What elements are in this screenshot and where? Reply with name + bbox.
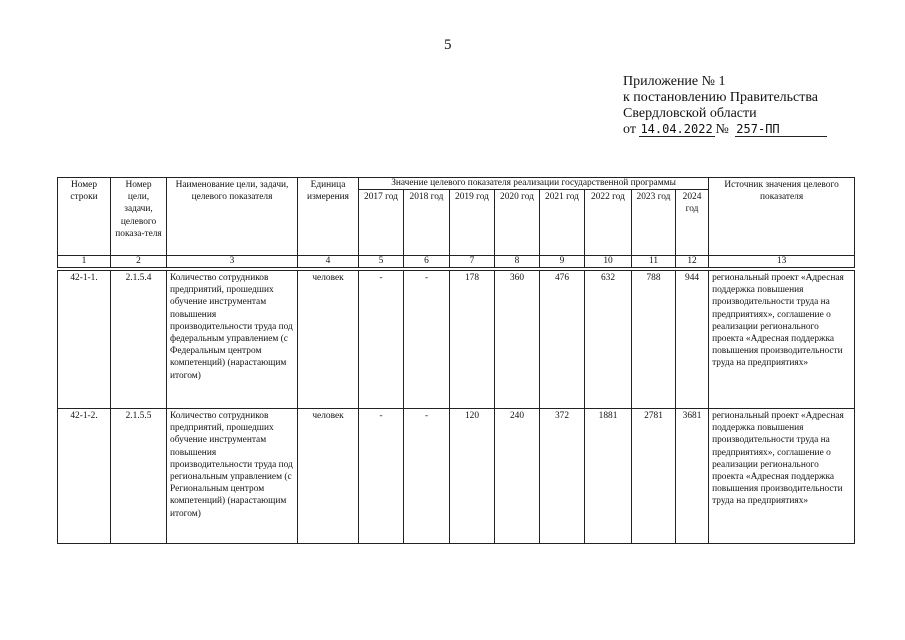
resolution-date: 14.04.2022 bbox=[639, 123, 715, 137]
column-number-row bbox=[58, 256, 855, 268]
header-year: 2020 год bbox=[495, 190, 540, 256]
header-row-no: Номер строки bbox=[58, 178, 111, 256]
source-cell: региональный проект «Адресная поддержка повышения производительности труда на предприятиях», соглашение о реализации регионального проекта «Адресная поддержка повышения производительности труда на предприятиях» bbox=[709, 271, 855, 409]
table-row bbox=[58, 409, 855, 544]
column-number: 7 bbox=[450, 256, 495, 268]
column-number: 8 bbox=[495, 256, 540, 268]
appendix-date-line bbox=[623, 122, 827, 138]
page-number: 5 bbox=[444, 37, 452, 53]
resolution-number: 257-ПП bbox=[735, 123, 827, 137]
column-number: 10 bbox=[585, 256, 632, 268]
appendix-region: Свердловской области bbox=[623, 106, 757, 121]
value-cell: 240 bbox=[495, 409, 540, 544]
header-year: 2019 год bbox=[450, 190, 495, 256]
value-cell: - bbox=[404, 409, 450, 544]
value-cell: 360 bbox=[495, 271, 540, 409]
appendix-title: Приложение № 1 bbox=[623, 74, 726, 89]
column-number: 11 bbox=[632, 256, 676, 268]
value-cell: 632 bbox=[585, 271, 632, 409]
indicators-table bbox=[57, 177, 855, 544]
header-goal-no: Номер цели, задачи, целевого показа-теля bbox=[111, 178, 167, 256]
number-sign: № bbox=[715, 122, 729, 137]
value-cell: 788 bbox=[632, 271, 676, 409]
header-year: 2017 год bbox=[359, 190, 404, 256]
appendix-resolution: к постановлению Правительства bbox=[623, 90, 819, 105]
indicator-name: Количество сотрудников предприятий, прошедших обучение инструментам повышения производительности труда под федеральным управлением (с Федеральным центром компетенций) (нарастающим итогом) bbox=[167, 271, 298, 409]
value-cell: 120 bbox=[450, 409, 495, 544]
value-cell: 178 bbox=[450, 271, 495, 409]
header-source: Источник значения целевого показателя bbox=[709, 178, 855, 256]
header-row bbox=[58, 178, 855, 190]
column-number: 12 bbox=[676, 256, 709, 268]
header-year: 2018 год bbox=[404, 190, 450, 256]
header-year: 2021 год bbox=[540, 190, 585, 256]
goal-number: 2.1.5.5 bbox=[111, 409, 167, 544]
column-number: 9 bbox=[540, 256, 585, 268]
header-year: 2024 год bbox=[676, 190, 709, 256]
value-cell: 944 bbox=[676, 271, 709, 409]
value-cell: 3681 bbox=[676, 409, 709, 544]
row-number: 42-1-2. bbox=[58, 409, 111, 544]
unit: человек bbox=[298, 409, 359, 544]
source-cell: региональный проект «Адресная поддержка повышения производительности труда на предприятиях», соглашение о реализации регионального проекта «Адресная поддержка повышения производительности труда на предприятиях» bbox=[709, 409, 855, 544]
table-row bbox=[58, 271, 855, 409]
value-cell: 476 bbox=[540, 271, 585, 409]
column-number: 13 bbox=[709, 256, 855, 268]
header-unit: Единица измерения bbox=[298, 178, 359, 256]
value-cell: - bbox=[359, 409, 404, 544]
appendix-header bbox=[623, 74, 827, 138]
value-cell: 1881 bbox=[585, 409, 632, 544]
indicator-name: Количество сотрудников предприятий, прошедших обучение инструментам повышения производительности труда под региональным управлением (с Региональным центром компетенций) (нарастающим итогом) bbox=[167, 409, 298, 544]
value-cell: 372 bbox=[540, 409, 585, 544]
column-number: 6 bbox=[404, 256, 450, 268]
unit: человек bbox=[298, 271, 359, 409]
column-number: 2 bbox=[111, 256, 167, 268]
goal-number: 2.1.5.4 bbox=[111, 271, 167, 409]
header-year: 2023 год bbox=[632, 190, 676, 256]
value-cell: - bbox=[404, 271, 450, 409]
header-values-group: Значение целевого показателя реализации государственной программы bbox=[359, 178, 709, 190]
header-year: 2022 год bbox=[585, 190, 632, 256]
date-prefix: от bbox=[623, 122, 636, 137]
column-number: 4 bbox=[298, 256, 359, 268]
header-name: Наименование цели, задачи, целевого показателя bbox=[167, 178, 298, 256]
value-cell: - bbox=[359, 271, 404, 409]
column-number: 1 bbox=[58, 256, 111, 268]
value-cell: 2781 bbox=[632, 409, 676, 544]
row-number: 42-1-1. bbox=[58, 271, 111, 409]
column-number: 3 bbox=[167, 256, 298, 268]
column-number: 5 bbox=[359, 256, 404, 268]
